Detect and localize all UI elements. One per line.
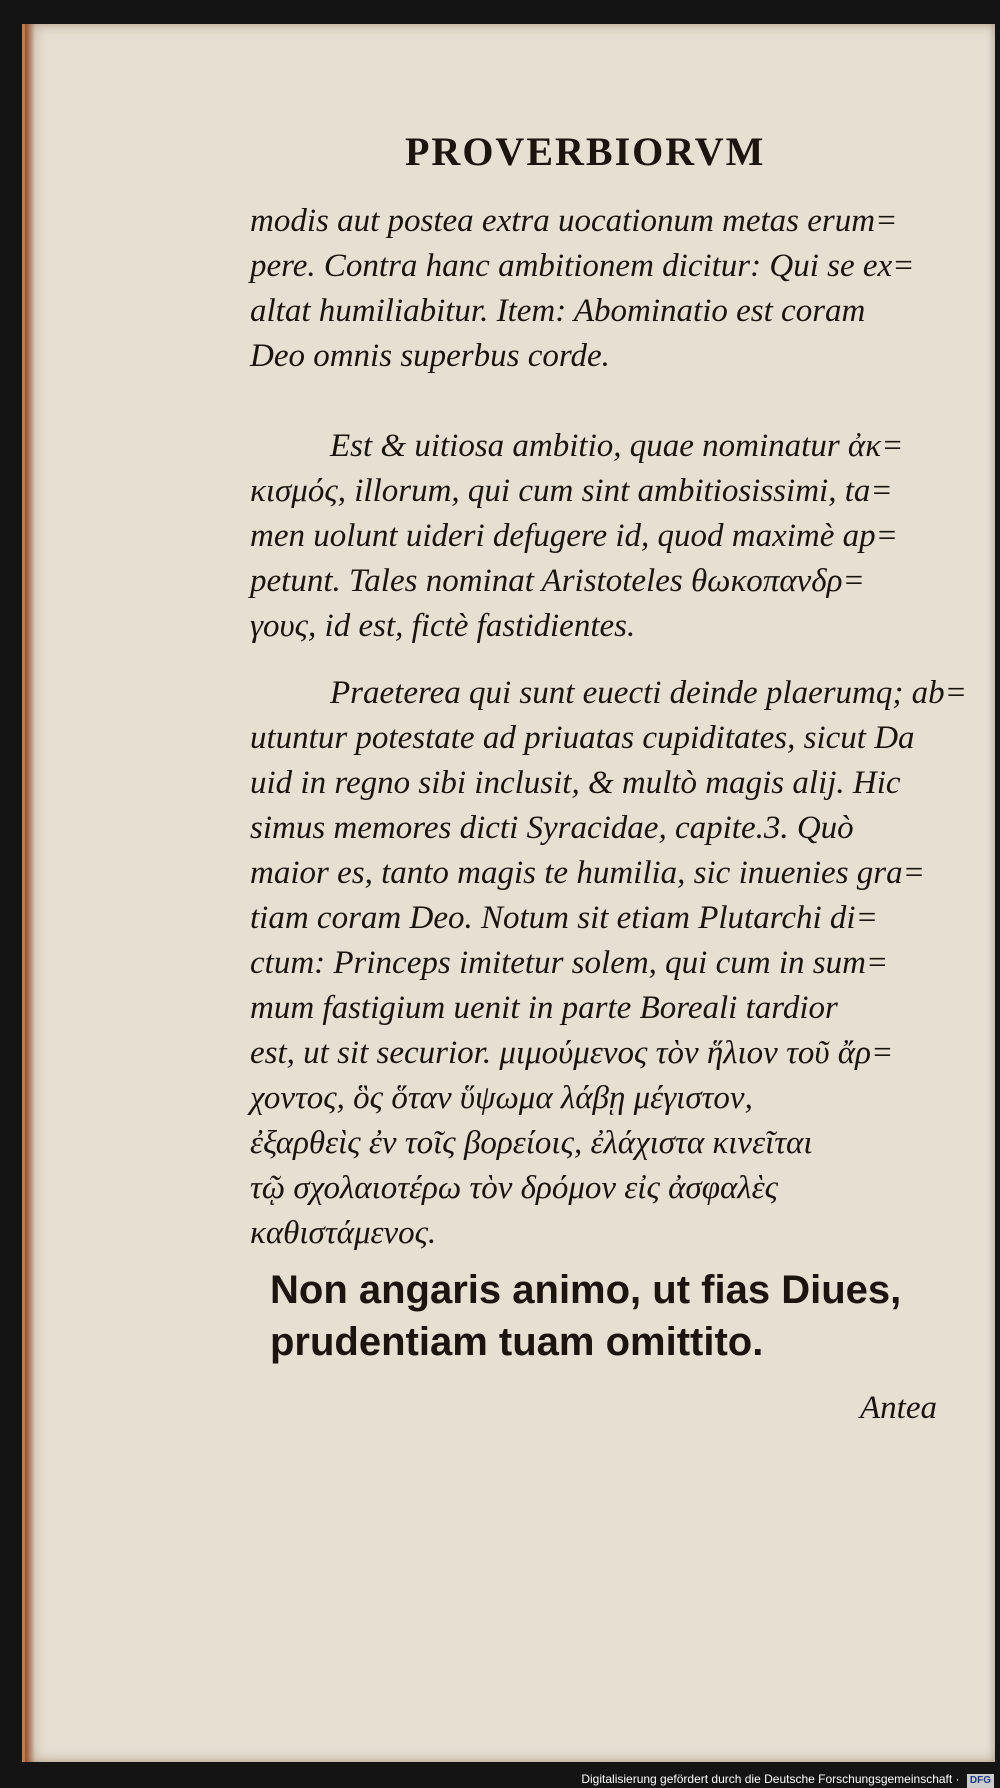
- book-page: [22, 24, 995, 1762]
- text-line: γους, id est, fictè fastidientes.: [250, 608, 636, 644]
- dfg-logo-icon: DFG: [967, 1774, 994, 1788]
- text-line: pere. Contra hanc ambitionem dicitur: Qui se ex=: [250, 248, 915, 284]
- text-line: tiam coram Deo. Notum sit etiam Plutarchi di=: [250, 900, 878, 936]
- text-line: men uolunt uideri defugere id, quod maximè ap=: [250, 518, 898, 554]
- proverb-heading: [270, 1264, 990, 1368]
- text-line: modis aut postea extra uocationum metas erum=: [250, 203, 898, 239]
- footer-credit: [571, 1770, 1000, 1788]
- paragraph-2: [250, 424, 980, 649]
- text-line: petunt. Tales nominat Aristoteles θωκοπανδρ=: [250, 563, 865, 599]
- text-line: maior es, tanto magis te humilia, sic inuenies gra=: [250, 855, 925, 891]
- text-line: Praeterea qui sunt euecti deinde plaerumq; ab=: [330, 675, 967, 711]
- text-line: χοντος, ὃς ὅταν ὕψωμα λάβῃ μέγιστον,: [250, 1080, 753, 1116]
- running-head: PROVERBIORVM: [405, 129, 766, 174]
- text-line: ctum: Princeps imitetur solem, qui cum in sum=: [250, 945, 889, 981]
- text-line: utuntur potestate ad priuatas cupiditates, sicut Da: [250, 720, 915, 756]
- catchword: Antea: [860, 1390, 937, 1426]
- text-line: uid in regno sibi inclusit, & multò magis alij. Hic: [250, 765, 901, 801]
- paragraph-3: [250, 671, 980, 1256]
- paragraph-1: [250, 199, 980, 379]
- proverb-line: prudentiam tuam omittito.: [270, 1320, 764, 1364]
- text-line: Est & uitiosa ambitio, quae nominatur ἀκ=: [330, 428, 904, 464]
- footer-text: Digitalisierung gefördert durch die Deutsche Forschungsgemeinschaft ·: [581, 1772, 960, 1786]
- text-line: est, ut sit securior. μιμούμενος τὸν ἥλιον τοῦ ἄρ=: [250, 1035, 894, 1071]
- body-text: [250, 199, 980, 1256]
- text-line: καθιστάμενος.: [250, 1215, 437, 1251]
- text-line: ἐξαρθεὶς ἐν τοῖς βορείοις, ἐλάχιστα κινεῖται: [250, 1125, 813, 1161]
- proverb-line: Non angaris animo, ut fias Diues,: [270, 1268, 902, 1312]
- text-line: κισμός, illorum, qui cum sint ambitiosissimi, ta=: [250, 473, 893, 509]
- text-line: mum fastigium uenit in parte Boreali tardior: [250, 990, 838, 1026]
- text-line: altat humiliabitur. Item: Abominatio est coram: [250, 293, 866, 329]
- text-line: simus memores dicti Syracidae, capite.3. Quò: [250, 810, 854, 846]
- text-line: Deo omnis superbus corde.: [250, 338, 610, 374]
- text-line: τῷ σχολαιοτέρω τὸν δρόμον εἰς ἀσφαλὲς: [250, 1170, 778, 1206]
